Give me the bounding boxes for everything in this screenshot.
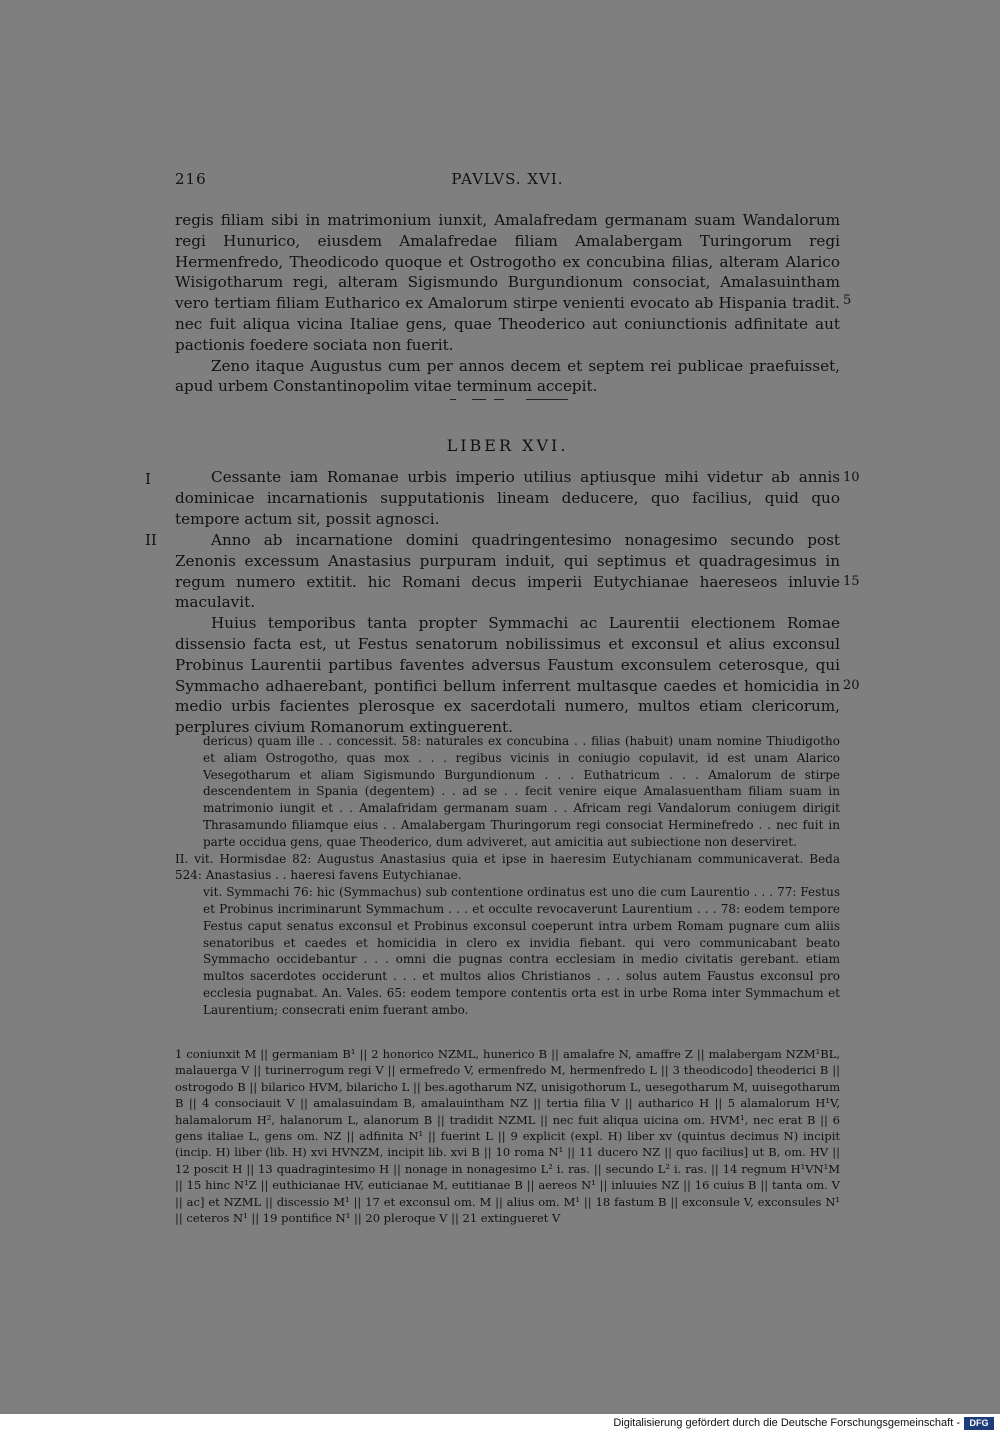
source-note: II. vit. Hormisdae 82: Augustus Anastasius quia et ipse in haeresim Eutychianam communicaverat. Beda 524: Anastasius . . haeresi favens Eutychianae. <box>175 851 840 883</box>
page-title: PAVLVS. XVI. <box>451 170 564 188</box>
critical-apparatus: 1 coniunxit M || germaniam B¹ || 2 honorico NZML, hunerico B || amalafre N, amaffre Z || malabergam NZM¹BL, malauerga V || turinerrogum regi V || ermefredo V, ermenfredo M, hermenfredo L || 3 theodicodo] theoderici B || ostrogodo B || bilarico HVM, bilaricho L || bes.agotharum NZ, unisigothorum L, uesegotharum M, uuisegotharum B || 4 consociauit V || amalasuindam B, amalauintham NZ || tertia filia V || autharico H || 5 alamalorum H¹V, halamalorum H², halanorum L, alanorum B || tradidit NZML || nec fuit aliqua uicina om. HVM¹, nec erat B || 6 gens italiae L, gens om. NZ || adfinita N¹ || fuerint L || 9 explicit (expl. H) liber xv (quintus decimus N) incipit (incip. H) liber (lib. H) xvi HVNZM, incipit lib. xvi B || 10 roma N¹ || 11 ducero NZ || quo facilius] ut B, om. HV || 12 poscit H || 13 quadragintesimo H || nonage in nonagesimo L² i. ras. || secundo L² i. ras. || 14 regnum H¹VN¹M || 15 hinc N¹Z || euthicianae HV, euticianae M, eutitianae B || aereos N¹ || inluuies NZ || 16 cuius B || tanta om. V || ac] et NZML || discessio M¹ || 17 et exconsul om. M || alius om. M¹ || 18 fastum B || exconsule V, exconsules N¹ || ceteros N¹ || 19 pontifice N¹ || 20 pleroque V || 21 extingueret V <box>175 1047 840 1226</box>
line-number: 5 <box>843 293 852 308</box>
section-marker: II <box>145 531 157 549</box>
line-number: 20 <box>843 678 860 693</box>
source-notes <box>175 733 840 1019</box>
dfg-logo[interactable]: DFG <box>964 1417 994 1430</box>
running-head <box>175 170 840 192</box>
page-number: 216 <box>175 170 207 188</box>
source-note: vit. Symmachi 76: hic (Symmachus) sub contentione ordinatus est uno die cum Laurentio . . . 77: Festus et Probinus incriminarunt Symmachum . . . et occulte revocaverunt Laurentium . . . 78: eodem tempore Festus caput senatus exconsul et Probinus exconsul coeperunt intra urbem Romam pugnare cum aliis senatoribus et caedes et homicidia in clero ex invidia fiebant. qui vero communicabant beato Symmacho occidebantur . . . omni die pugnas contra ecclesiam in medio civitatis gerebant. etiam multos sacerdotes occiderunt . . . et multos alios Christianos . . . solus autem Faustus exconsul pro ecclesia pugnabat. An. Vales. 65: eodem tempore contentis orta est in urbe Roma inter Symmachum et Laurentium; consecrati enim fuerant ambo. <box>203 885 840 1017</box>
paragraph: Anno ab incarnatione domini quadringentesimo nonagesimo secundo post Zenonis excessum Anastasius purpuram induit, qui septimus et quadragesimus in regum numero extitit. hic Romani decus imperii Eutychianae haereseos inluvie maculavit. <box>175 531 840 612</box>
section-marker: I <box>145 470 151 488</box>
funding-credit: Digitalisierung gefördert durch die Deutsche Forschungsgemeinschaft - <box>613 1417 960 1429</box>
paragraph: Zeno itaque Augustus cum per annos decem et septem rei publicae praefuisset, apud urbem Constantinopolim vitae terminum accepit. <box>175 356 840 396</box>
section-i-text <box>175 467 840 529</box>
source-note: dericus) quam ille . . concessit. 58: naturales ex concubina . . filias (habuit) unam nomine Thiudigotho et aliam Ostrogotho, quas mox . . . regibus vicinis in coniugio copulavit, id est unam Alarico Vesegotharum et aliam Sigismundo Burgundionum . . . Euthatricum . . . Amalorum de stirpe descendentem in Spania (degentem) . . ad se . . fecit venire eique Amalasuentham filiam suam in matrimonio iungit et . . Amalafridam germanam suam . . Africam regi Vandalorum coniugem dirigit Thrasamundo filiamque eius . . Amalabergam Thuringorum regi consociat Herminefredo . . nec fuit in parte occidua gens, quae Theoderico, dum adviveret, aut amicitia aut subiectione non deserviret. <box>203 734 840 849</box>
ornamental-divider <box>450 397 570 401</box>
section-ii-text <box>175 530 840 738</box>
footer-bar <box>0 1414 1000 1434</box>
body-text-top <box>175 210 840 397</box>
paragraph: Huius temporibus tanta propter Symmachi ac Laurentii electionem Romae dissensio facta est, ut Festus senatorum nobilissimus et exconsul et alius exconsul Probinus Laurentii partibus faventes adversus Faustum exconsulem ceterosque, qui Symmacho adhaerebant, pontifici bellum inferrent multasque caedes et homicidia in medio urbis facientes plerosque ex sacerdotali numero, multos etiam clericorum, perplures civium Romanorum extinguerent. <box>175 614 840 737</box>
paragraph: regis filiam sibi in matrimonium iunxit, Amalafredam germanam suam Wandalorum regi Hunurico, eiusdem Amalafredae filiam Amalabergam Turingorum regi Hermenfredo, Theodicodo quoque et Ostrogotho ex concubina filias, alteram Alarico Wisigotharum regi, alteram Sigismundo Burgundionum consociat, Amalasuintham vero tertiam filiam Eutharico ex Amalorum stirpe venienti evocato ab Hispania tradit. nec fuit aliqua vicina Italiae gens, quae Theoderico aut coniunctionis adfinitate aut pactionis foedere sociata non fuerit. <box>175 211 840 354</box>
paragraph: Cessante iam Romanae urbis imperio utilius aptiusque mihi videtur ab annis dominicae incarnationis supputationis lineam deducere, quo facilius, quid quo tempore actum sit, possit agnosci. <box>175 468 840 528</box>
line-number: 15 <box>843 574 860 589</box>
line-number: 10 <box>843 470 860 485</box>
book-heading: LIBER XVI. <box>446 436 569 455</box>
